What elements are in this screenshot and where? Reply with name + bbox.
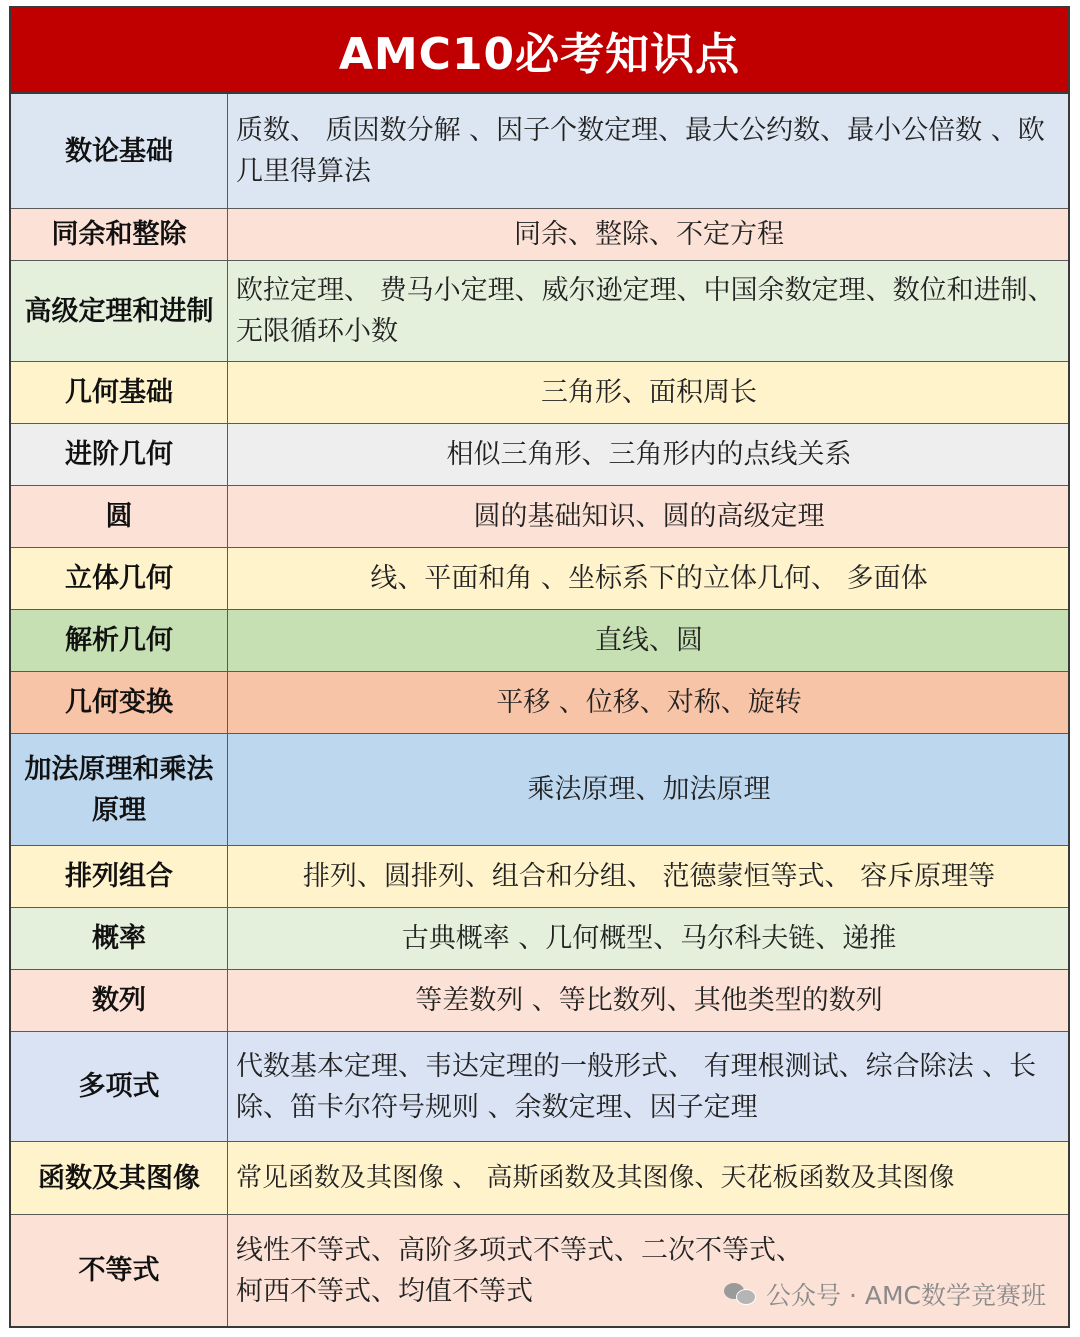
category-label: 排列组合 <box>11 846 228 907</box>
topic-list: 线性不等式、高阶多项式不等式、二次不等式、柯西不等式、均值不等式 <box>236 1234 803 1307</box>
table-row <box>11 1142 1068 1215</box>
table-row <box>11 94 1068 209</box>
category-label: 几何基础 <box>11 362 228 423</box>
topic-list: 相似三角形、三角形内的点线关系 <box>446 439 852 470</box>
topic-list: 直线、圆 <box>595 625 703 656</box>
topic-list: 常见函数及其图像 、 高斯函数及其图像、天花板函数及其图像 <box>236 1162 955 1193</box>
category-label: 数论基础 <box>11 94 228 208</box>
knowledge-table <box>9 6 1070 1328</box>
topic-list: 欧拉定理、 费马小定理、威尔逊定理、中国余数定理、数位和进制、无限循环小数 <box>236 275 1055 347</box>
topic-list: 乘法原理、加法原理 <box>527 774 771 805</box>
table-row <box>11 486 1068 548</box>
category-label: 解析几何 <box>11 610 228 671</box>
table-row <box>11 209 1068 261</box>
table-row <box>11 734 1068 846</box>
table-row <box>11 846 1068 908</box>
category-label: 进阶几何 <box>11 424 228 485</box>
table-row <box>11 261 1068 362</box>
table-row <box>11 1032 1068 1142</box>
category-label: 加法原理和乘法原理 <box>11 734 228 845</box>
watermark-text: 公众号 · AMC数学竞赛班 <box>766 1281 1046 1310</box>
category-label: 数列 <box>11 970 228 1031</box>
table-row <box>11 548 1068 610</box>
category-label: 立体几何 <box>11 548 228 609</box>
category-label: 多项式 <box>11 1032 228 1141</box>
topic-list: 平移 、位移、对称、旋转 <box>496 687 802 718</box>
topic-list: 排列、圆排列、组合和分组、 范德蒙恒等式、 容斥原理等 <box>302 861 996 892</box>
category-label: 高级定理和进制 <box>11 261 228 361</box>
watermark <box>724 1276 1046 1312</box>
topic-list: 古典概率 、几何概型、马尔科夫链、递推 <box>401 923 897 954</box>
table-row <box>11 610 1068 672</box>
table-title: AMC10必考知识点 <box>11 8 1068 94</box>
table-row <box>11 362 1068 424</box>
topic-list: 线、平面和角 、坐标系下的立体几何、 多面体 <box>370 563 928 594</box>
topic-list: 三角形、面积周长 <box>541 377 757 408</box>
topic-list: 质数、 质因数分解 、因子个数定理、最大公约数、最小公倍数 、欧几里得算法 <box>236 115 1045 187</box>
table-row <box>11 908 1068 970</box>
category-label: 不等式 <box>11 1215 228 1326</box>
topic-list: 代数基本定理、韦达定理的一般形式、 有理根测试、综合除法 、长除、笛卡尔符号规则 、余数定理、因子定理 <box>236 1050 1037 1123</box>
topic-list: 圆的基础知识、圆的高级定理 <box>473 501 825 532</box>
table-row <box>11 672 1068 734</box>
topic-list: 同余、整除、不定方程 <box>514 219 784 250</box>
category-label: 概率 <box>11 908 228 969</box>
table-row <box>11 424 1068 486</box>
category-label: 同余和整除 <box>11 209 228 260</box>
table-row <box>11 970 1068 1032</box>
topic-list: 等差数列 、等比数列、其他类型的数列 <box>415 985 883 1016</box>
category-label: 圆 <box>11 486 228 547</box>
category-label: 函数及其图像 <box>11 1142 228 1214</box>
wechat-icon <box>724 1281 756 1307</box>
category-label: 几何变换 <box>11 672 228 733</box>
